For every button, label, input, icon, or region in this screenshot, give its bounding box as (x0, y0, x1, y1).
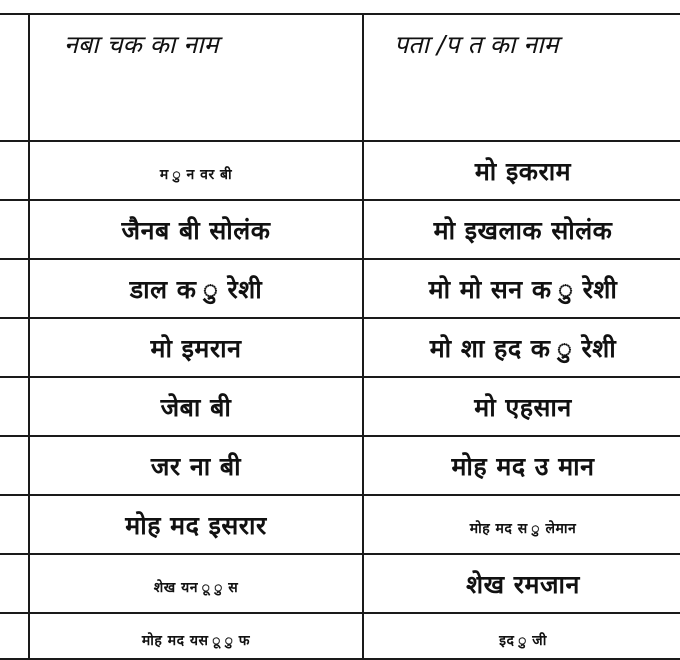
name-cell (29, 141, 363, 200)
name-cell (29, 495, 363, 554)
address-value: इद ु जी (499, 632, 547, 649)
address-value: मो इकराम (474, 156, 572, 186)
header-address: पता /प त का नाम (394, 30, 559, 59)
name-value: म ु न वर बी (159, 167, 233, 183)
name-cell (29, 200, 363, 259)
address-cell (363, 436, 680, 495)
name-value: जेबा बी (160, 392, 232, 422)
name-value: शेख यन ू ु स (153, 580, 239, 596)
address-cell (363, 318, 680, 377)
table-row (0, 259, 680, 318)
name-value: डाल क ु रेशी (129, 274, 263, 304)
address-value: मो एहसान (474, 392, 572, 422)
name-cell (29, 554, 363, 613)
name-value: जर ना बी (150, 451, 242, 481)
address-cell (363, 259, 680, 318)
serial-column-cell (0, 613, 29, 659)
name-value: मोह मद यस ू ु फ (141, 632, 251, 649)
table-row (0, 377, 680, 436)
serial-column-cell (0, 259, 29, 318)
name-value: मो इमरान (150, 333, 242, 363)
header-guardian-name: नबा चक का नाम (64, 30, 219, 59)
serial-column-cell (0, 318, 29, 377)
address-value: मो इखलाक सोलंक (433, 215, 613, 245)
address-value: मोह मद उ मान (451, 451, 595, 481)
address-cell (363, 613, 680, 659)
header-cell-address (363, 14, 680, 141)
address-cell (363, 200, 680, 259)
serial-column-cell (0, 377, 29, 436)
name-value: जैनब बी सोलंक (121, 215, 271, 245)
serial-column-cell (0, 141, 29, 200)
address-cell (363, 377, 680, 436)
header-cell-name (29, 14, 363, 141)
address-value: मो मो सन क ु रेशी (428, 274, 618, 304)
address-cell (363, 495, 680, 554)
name-cell (29, 377, 363, 436)
serial-column-cell (0, 436, 29, 495)
name-cell (29, 613, 363, 659)
serial-column-cell (0, 554, 29, 613)
table-header-row (0, 14, 680, 141)
table-row (0, 141, 680, 200)
table-row (0, 554, 680, 613)
table-row (0, 200, 680, 259)
serial-column-cell (0, 495, 29, 554)
address-cell (363, 554, 680, 613)
serial-column-cell (0, 14, 29, 141)
table-row (0, 613, 680, 659)
name-value: मोह मद इसरार (125, 510, 267, 540)
register-table (0, 13, 680, 660)
table-row (0, 318, 680, 377)
table-row (0, 436, 680, 495)
address-cell (363, 141, 680, 200)
name-cell (29, 318, 363, 377)
name-cell (29, 259, 363, 318)
address-value: शेख रमजान (466, 569, 580, 599)
name-cell (29, 436, 363, 495)
address-value: मो शा हद क ु रेशी (429, 333, 617, 363)
table-row (0, 495, 680, 554)
address-value: मोह मद स ु लेमान (469, 521, 577, 537)
serial-column-cell (0, 200, 29, 259)
